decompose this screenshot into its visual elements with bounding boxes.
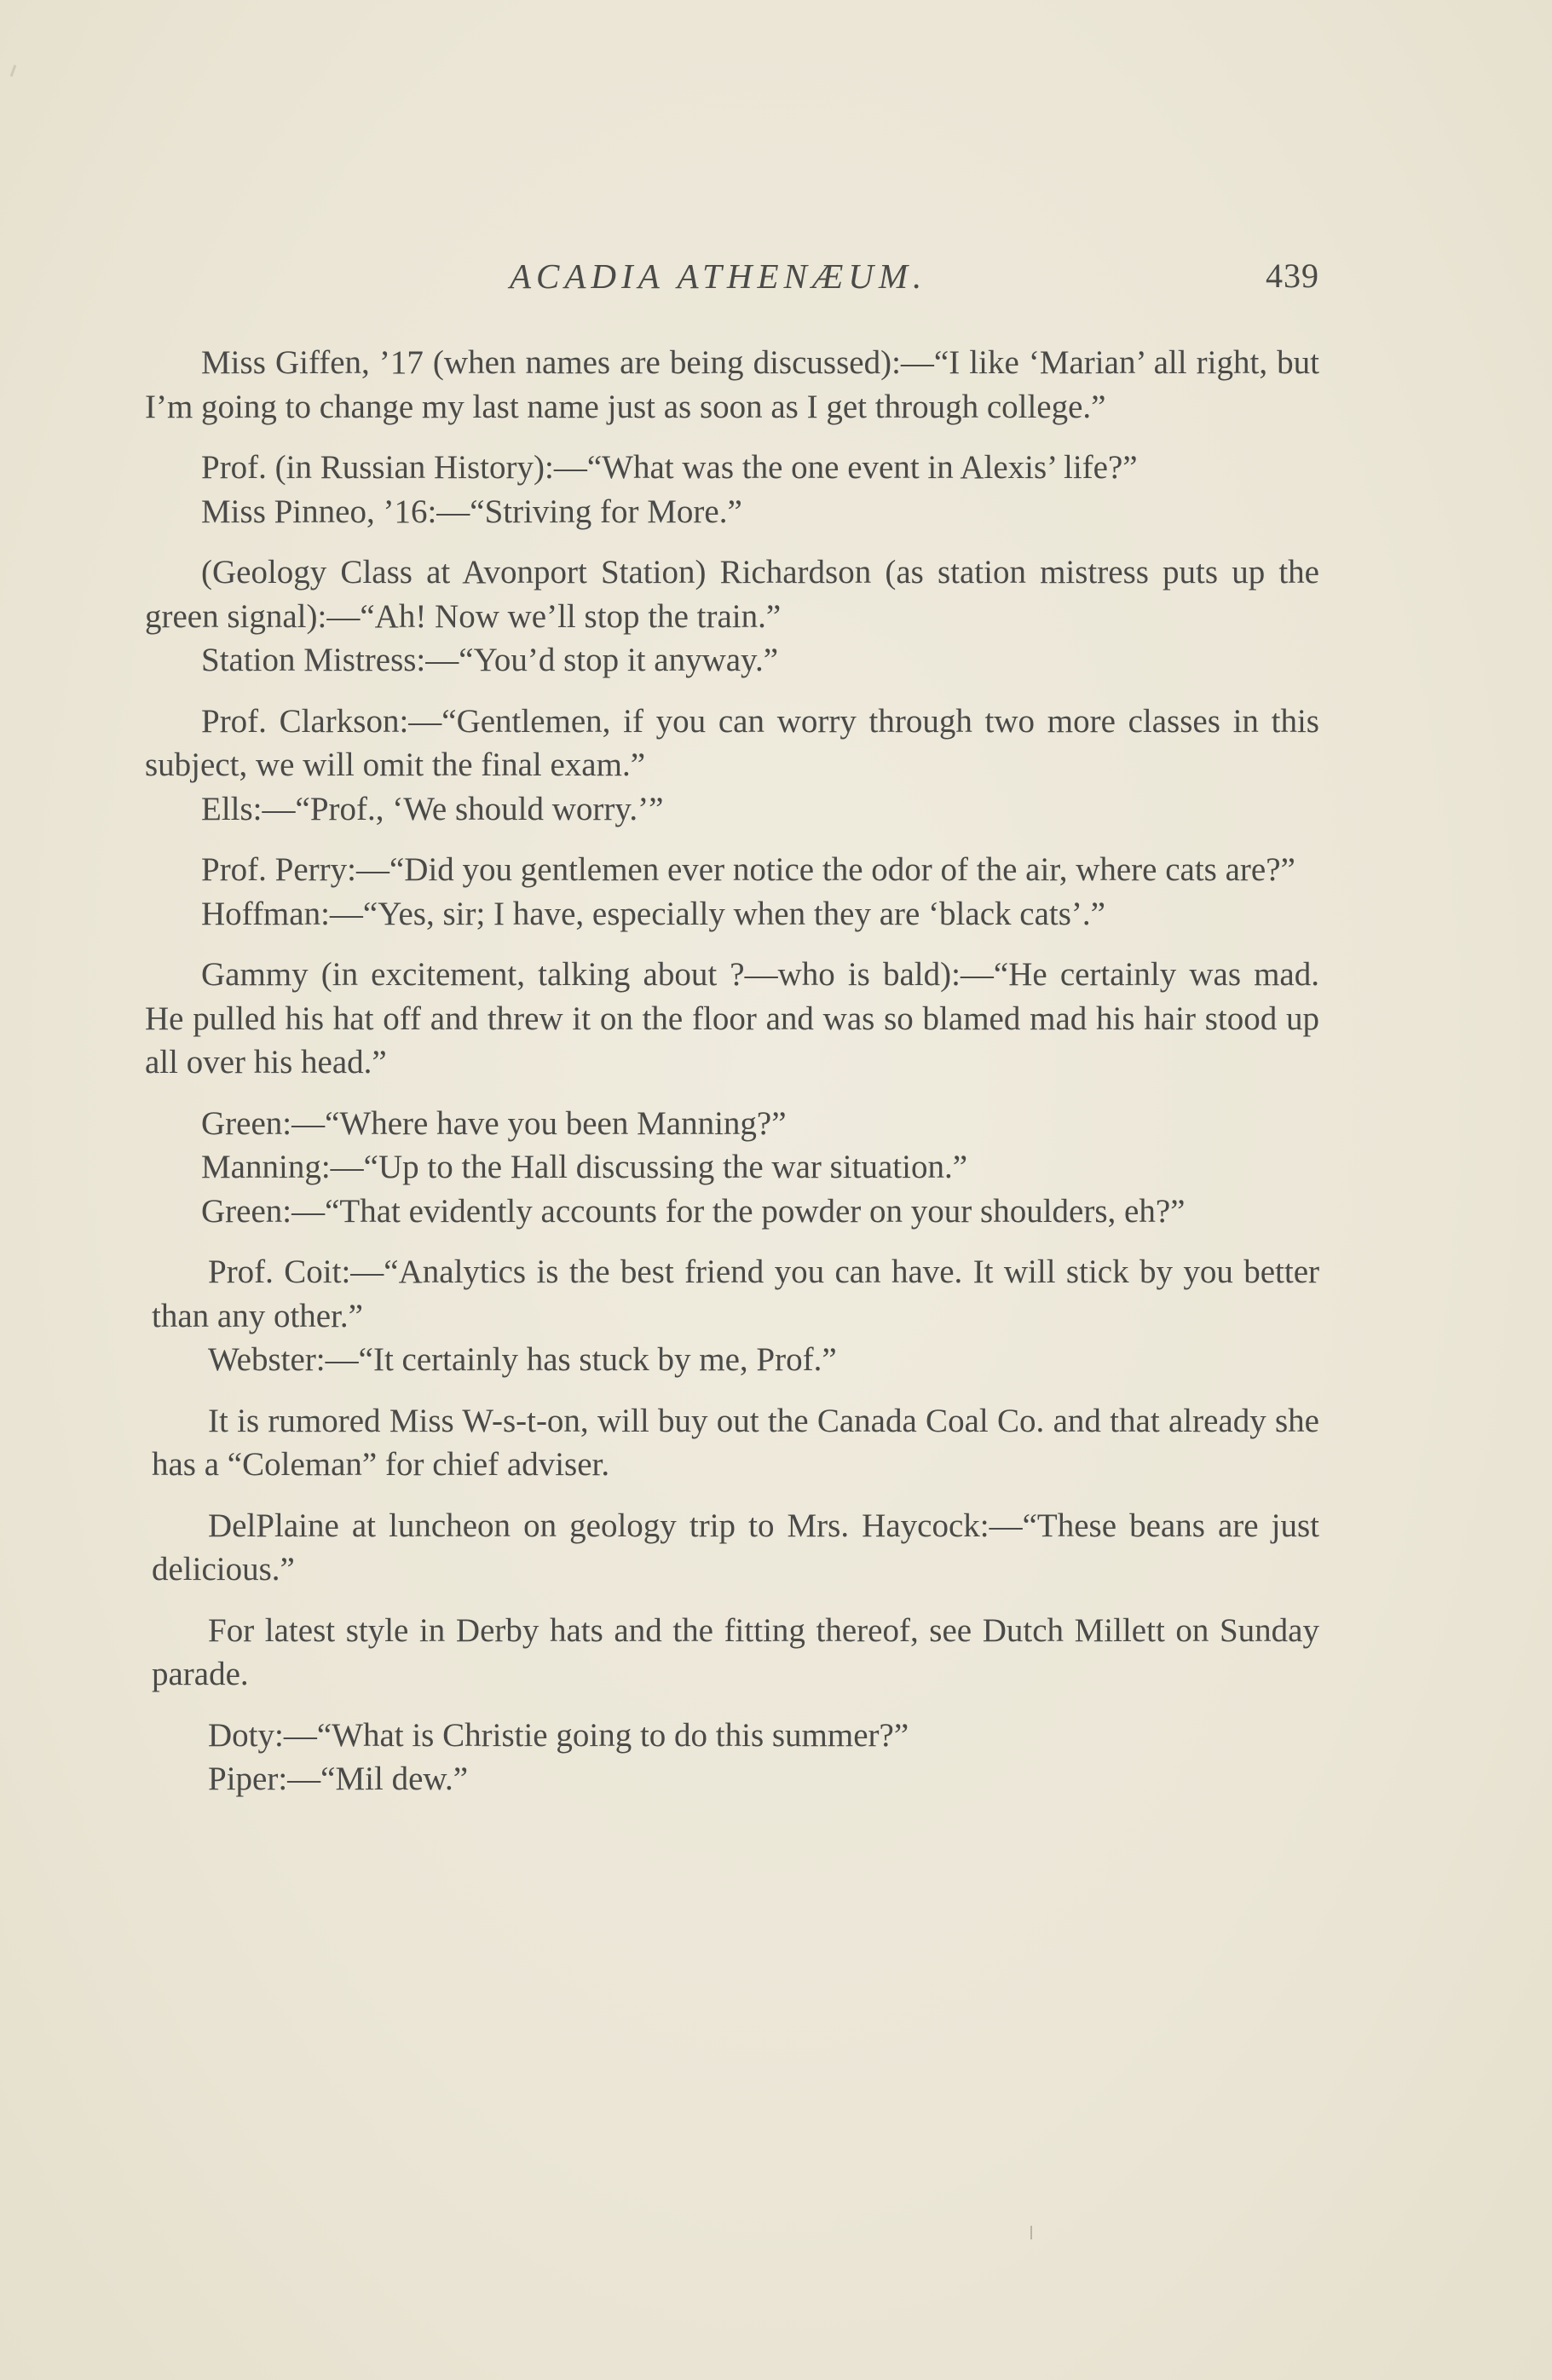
paragraph: Green:—“That evidently accounts for the powder on your shoulders, eh?” [201,1192,1186,1230]
margin-mark [10,65,17,77]
paragraph: Prof. Coit:—“Analytics is the best friend you can have. It will stick by you better than any other.” [152,1253,1319,1334]
paragraph: Prof. Perry:—“Did you gentlemen ever notice the odor of the air, where cats are?” [201,851,1295,888]
paragraph: Station Mistress:—“You’d stop it anyway.” [201,642,779,678]
paragraph: Piper:—“Mil dew.” [208,1761,469,1797]
paragraph: Manning:—“Up to the Hall discussing the war situation.” [201,1149,968,1185]
paragraph: Webster:—“It certainly has stuck by me, Prof.” [208,1341,837,1378]
page-body [145,341,1319,1801]
paragraph: Green:—“Where have you been Manning?” [201,1104,787,1142]
paragraph: Miss Pinneo, ’16:—“Striving for More.” [201,493,742,530]
paragraph: Prof. Clarkson:—“Gentlemen, if you can worry through two more classes in this subject, we will omit the final exam.” [145,702,1319,783]
paragraph: Miss Giffen, ’17 (when names are being discussed):—“I like ‘Marian’ all right, but I’m going to change my last name just as soon as I get through college.” [145,344,1319,425]
paragraph: It is rumored Miss W-s-t-on, will buy out the Canada Coal Co. and that already she has a “Coleman” for chief adviser. [152,1402,1319,1483]
paragraph: Hoffman:—“Yes, sir; I have, especially when they are ‘black cats’.” [201,895,1105,932]
page-header [145,256,1319,307]
paragraph: (Geology Class at Avonport Station) Richardson (as station mistress puts up the green signal):—“Ah! Now we’ll stop the train.” [145,554,1319,635]
paragraph: DelPlaine at luncheon on geology trip to Mrs. Haycock:—“These beans are just delicious.” [152,1507,1319,1588]
paragraph: Gammy (in excitement, talking about ?—who is bald):—“He certainly was mad. He pulled his hat off and threw it on the floor and was so blamed mad his hair stood up all over his head.” [145,956,1319,1081]
page-number: 439 [1266,256,1319,295]
paragraph: Prof. (in Russian History):—“What was the one event in Alexis’ life?” [201,449,1138,486]
print-speck [1030,2226,1032,2239]
paragraph: Doty:—“What is Christie going to do this summer?” [208,1716,909,1754]
paragraph: Ells:—“Prof., ‘We should worry.’” [201,790,664,827]
running-title: ACADIA ATHENÆUM. [510,256,927,296]
paragraph: For latest style in Derby hats and the fitting thereof, see Dutch Millett on Sunday parade. [152,1611,1319,1692]
